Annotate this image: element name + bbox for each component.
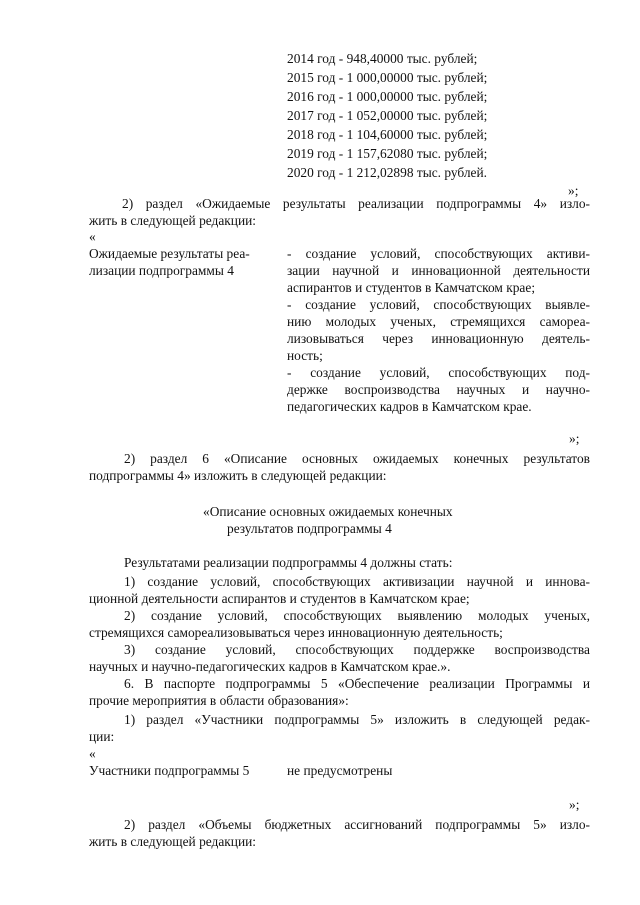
funding-line-2017: 2017 год - 1 052,00000 тыс. рублей; [287, 108, 488, 123]
participants-value: не предусмотрены [287, 763, 393, 778]
result-item-line: научных и научно-педагогических кадров в Камчатском крае.». [89, 659, 451, 674]
funding-line-2018: 2018 год - 1 104,60000 тыс. рублей; [287, 127, 488, 142]
result-item-line: ционной деятельности аспирантов и студентов в Камчатском крае; [89, 591, 470, 606]
table-label: лизации подпрограммы 4 [89, 263, 234, 278]
paragraph-line: жить в следующей редакции: [89, 213, 257, 228]
paragraph-line: прочие мероприятия в области образования»: [89, 693, 349, 708]
paragraph-line: подпрограммы 4» изложить в следующей редакции: [89, 468, 387, 483]
section-heading: «Описание основных ожидаемых конечных [203, 504, 453, 519]
table-value-line: держке воспроизводства научных и научно- [287, 382, 590, 397]
table-value-line: - создание условий, способствующих выявле- [287, 297, 590, 312]
section-heading: результатов подпрограммы 4 [227, 521, 392, 536]
close-quote: »; [569, 797, 580, 812]
paragraph-line: 1) раздел «Участники подпрограммы 5» изложить в следующей редак- [124, 712, 590, 727]
table-value-line: - создание условий, способствующих активи- [287, 246, 590, 261]
result-item-line: стремящихся самореализовываться через инновационную деятельность; [89, 625, 503, 640]
paragraph-line: 2) раздел 6 «Описание основных ожидаемых конечных результатов [124, 451, 590, 466]
open-quote: « [89, 229, 96, 244]
paragraph-line: ции: [89, 729, 115, 744]
funding-line-2015: 2015 год - 1 000,00000 тыс. рублей; [287, 70, 488, 85]
paragraph-line: 2) раздел «Объемы бюджетных ассигнований подпрограммы 5» изло- [124, 817, 590, 832]
table-value-line: педагогических кадров в Камчатском крае. [287, 399, 532, 414]
paragraph-line: 2) раздел «Ожидаемые результаты реализации подпрограммы 4» изло- [122, 196, 590, 211]
result-item-line: 3) создание условий, способствующих поддержке воспроизводства [124, 642, 590, 657]
table-value-line: лизовываться через инновационную деятель- [287, 331, 590, 346]
funding-line-2014: 2014 год - 948,40000 тыс. рублей; [287, 51, 478, 66]
table-label: Ожидаемые результаты реа- [89, 246, 250, 261]
funding-line-2020: 2020 год - 1 212,02898 тыс. рублей. [287, 165, 488, 180]
funding-list [287, 49, 487, 182]
paragraph-line: жить в следующей редакции: [89, 834, 257, 849]
table-value-line: зации научной и инновационной деятельности [287, 263, 590, 278]
table-value-line: - создание условий, способствующих под- [287, 365, 590, 380]
table-value-line: аспирантов и студентов в Камчатском крае; [287, 280, 536, 295]
participants-label: Участники подпрограммы 5 [89, 763, 250, 778]
close-quote: »; [568, 183, 579, 198]
table-value-line: нию молодых ученых, стремящихся самореа- [287, 314, 590, 329]
funding-line-2016: 2016 год - 1 000,00000 тыс. рублей; [287, 89, 488, 104]
paragraph-line: 6. В паспорте подпрограммы 5 «Обеспечение реализации Программы и [124, 676, 590, 691]
result-item-line: 2) создание условий, способствующих выявлению молодых ученых, [124, 608, 590, 623]
close-quote: »; [569, 431, 580, 446]
open-quote: « [89, 746, 96, 761]
funding-line-2019: 2019 год - 1 157,62080 тыс. рублей; [287, 146, 488, 161]
result-item-line: 1) создание условий, способствующих активизации научной и иннова- [124, 574, 590, 589]
table-value-line: ность; [287, 348, 323, 363]
results-intro: Результатами реализации подпрограммы 4 должны стать: [124, 555, 453, 570]
